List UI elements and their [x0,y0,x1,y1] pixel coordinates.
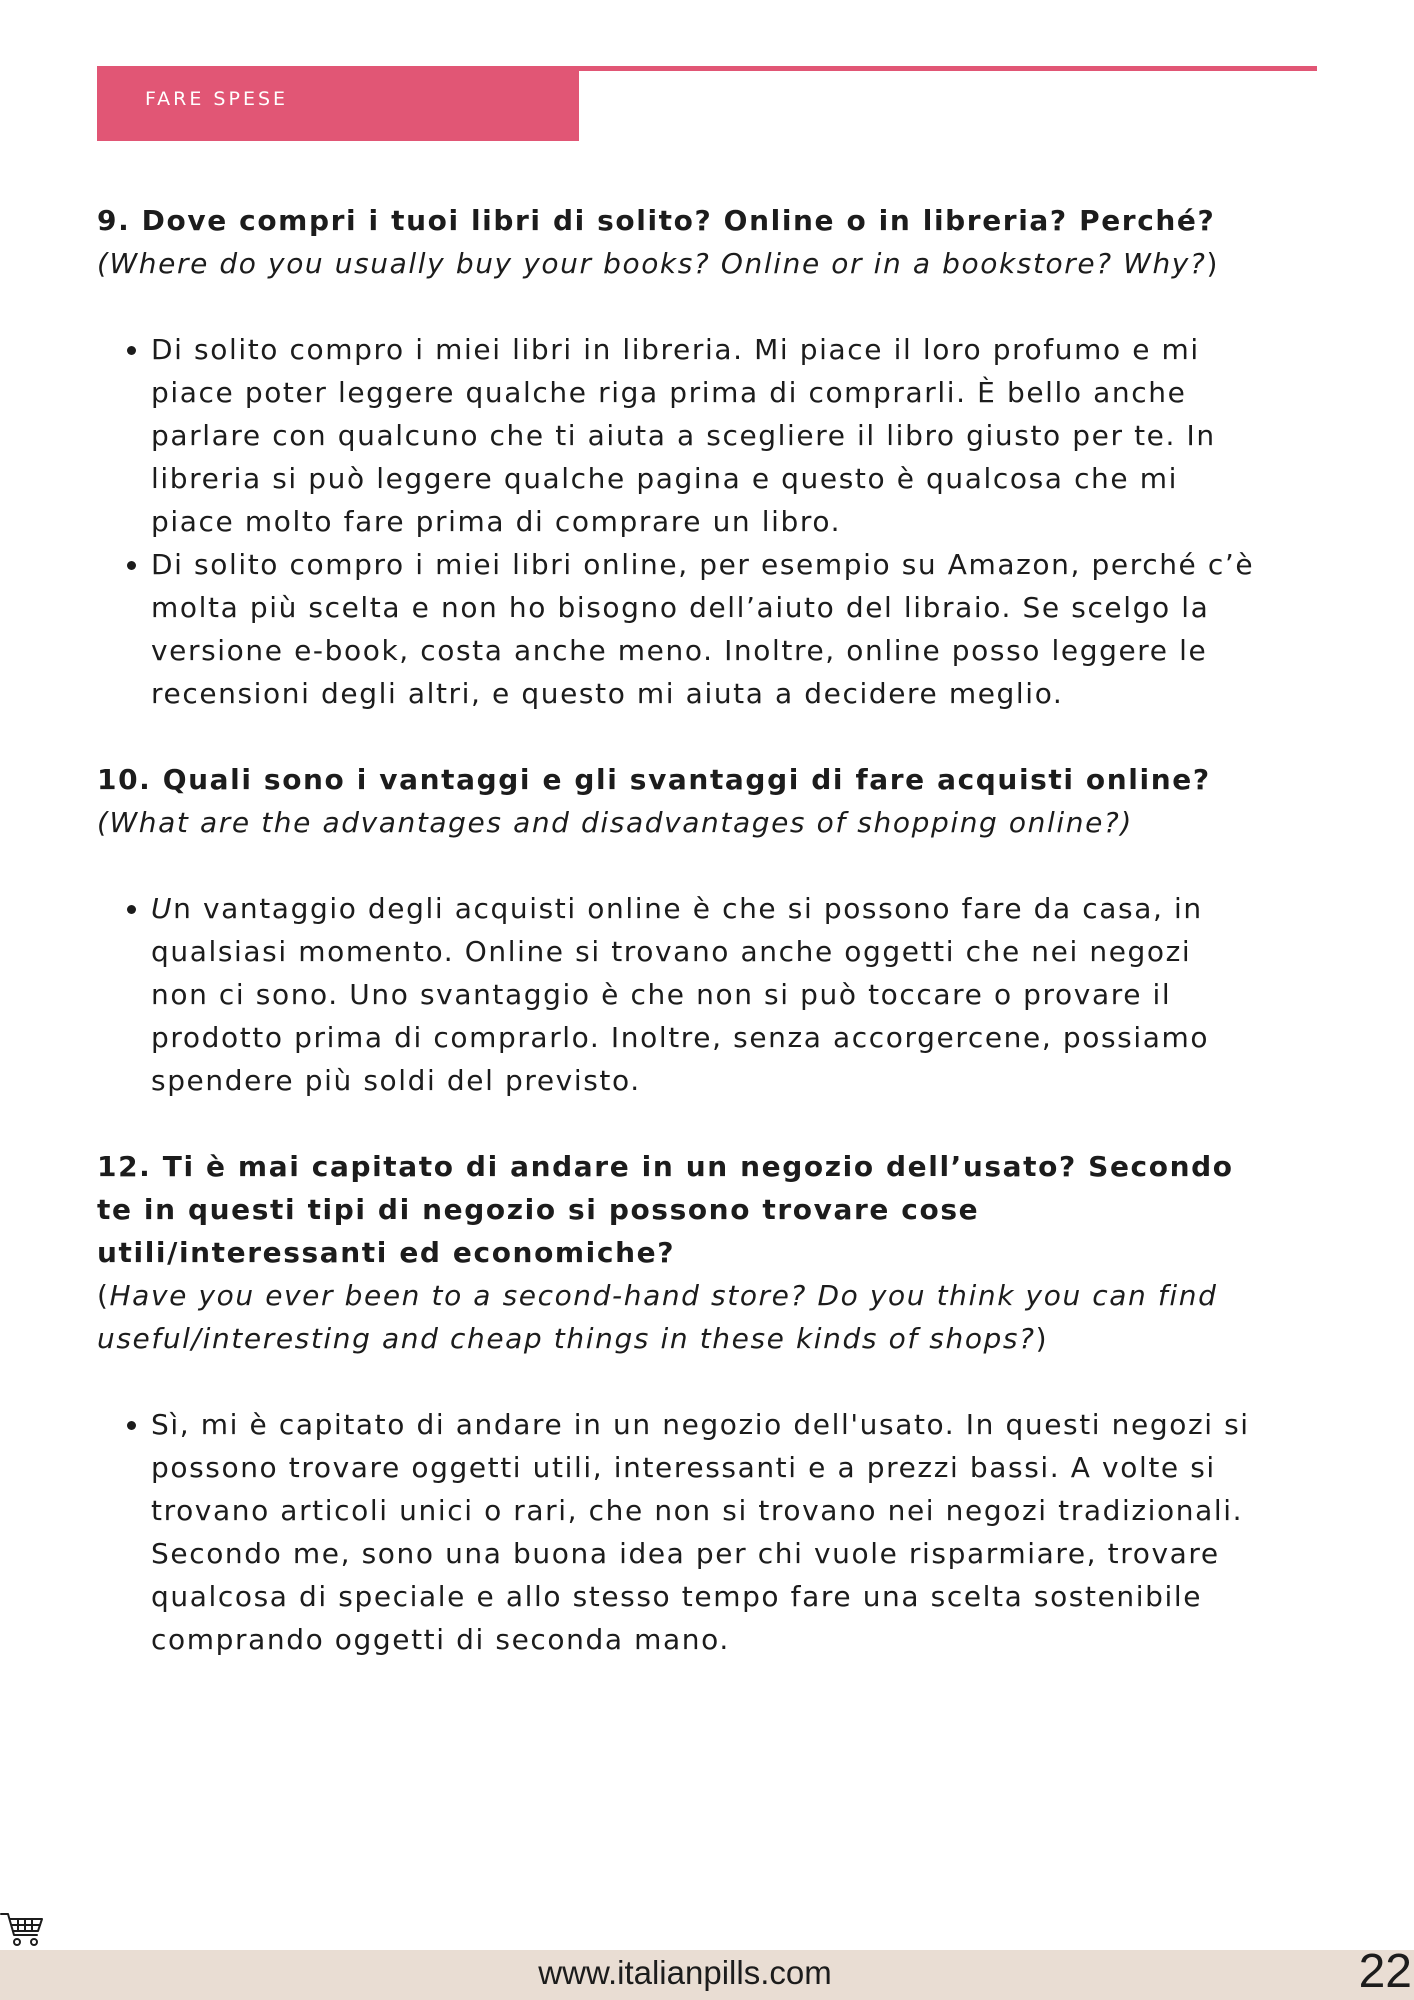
question-10: 10. Quali sono i vantaggi e gli svantaggi di fare acquisti online? [97,763,1211,796]
header-divider-line [579,66,1317,71]
answer-list-10 [97,887,1257,1102]
section-label: FARE SPESE [145,88,289,110]
question-12: 12. Ti è mai capitato di andare in un negozio dell’usato? Secondo te in questi tipi di negozio si possono trovare cose utili/interessanti ed economiche? [97,1150,1234,1269]
list-item: • Sì, mi è capitato di andare in un negozio dell'usato. In questi negozi si possono trovare oggetti utili, interessanti e a prezzi bassi. A volte si trovano articoli unici o rari, che non si trovano nei negozi tradizionali. Secondo me, sono una buona idea per chi vuole risparmiare, trovare qualcosa di speciale e allo stesso tempo fare una scelta sostenibile comprando oggetti di seconda mano. [151,1403,1257,1661]
question-9: 9. Dove compri i tuoi libri di solito? Online o in libreria? Perché? [97,204,1216,237]
answer-list-12 [97,1403,1257,1661]
page-number: 22 [1358,1945,1412,1998]
list-item: • Di solito compro i miei libri in libreria. Mi piace il loro profumo e mi piace poter leggere qualche riga prima di comprarli. È bello anche parlare con qualcuno che ti aiuta a scegliere il libro giusto per te. In libreria si può leggere qualche pagina e questo è qualcosa che mi piace molto fare prima di comprare un libro. [151,328,1257,543]
translation-9: (Where do you usually buy your books? Online or in a bookstore? Why?) [97,247,1219,280]
page-content [97,199,1257,1704]
list-item: • Un vantaggio degli acquisti online è che si possono fare da casa, in qualsiasi momento. Online si trovano anche oggetti che nei negozi non ci sono. Uno svantaggio è che non si può toccare o provare il prodotto prima di comprarlo. Inoltre, senza accorgercene, possiamo spendere più soldi del previsto. [151,887,1257,1102]
shopping-cart-icon [0,1908,44,1948]
page-footer [0,1945,1414,2000]
website-link[interactable]: www.italianpills.com [538,1954,832,1991]
translation-12: (Have you ever been to a second-hand store? Do you think you can find useful/interesting and cheap things in these kinds of shops?) [97,1279,1218,1355]
list-item: • Di solito compro i miei libri online, per esempio su Amazon, perché c’è molta più scelta e non ho bisogno dell’aiuto del libraio. Se scelgo la versione e-book, costa anche meno. Inoltre, online posso leggere le recensioni degli altri, e questo mi aiuta a decidere meglio. [151,543,1257,715]
answer-list-9 [97,328,1257,715]
translation-10: (What are the advantages and disadvantages of shopping online?) [97,806,1133,839]
section-header-tab [97,66,579,141]
